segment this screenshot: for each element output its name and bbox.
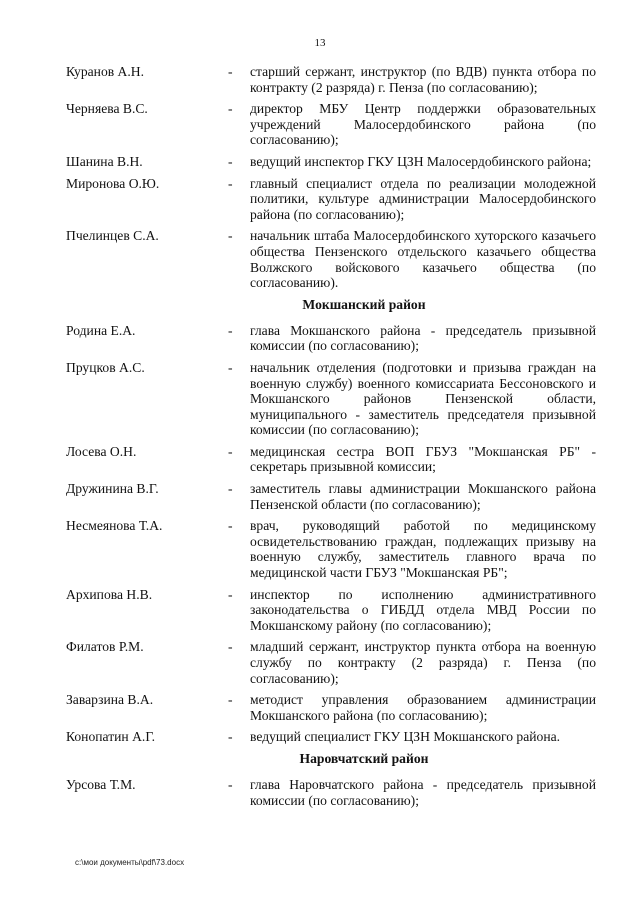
dash-separator: -: [228, 729, 233, 745]
member-role: методист управления образованием администрации Мокшанского района (по согласованию);: [250, 692, 596, 723]
member-name: Пруцков А.С.: [66, 359, 145, 375]
member-name: Черняева В.С.: [66, 101, 148, 117]
member-name: Шанина В.Н.: [66, 153, 143, 169]
commission-list: [66, 64, 596, 814]
member-role: врач, руководящий работой по медицинскому освидетельствованию граждан, подлежащих призыву на военную службу, заместитель главного врача по медицинской части ГБУЗ "Мокшанская РБ";: [250, 518, 596, 581]
member-entry: [66, 176, 596, 223]
dash-separator: -: [228, 481, 233, 497]
member-entry: [66, 228, 596, 290]
member-entry: [66, 323, 596, 354]
member-role: младший сержант, инструктор пункта отбора на военную службу по контракту (2 разряда) г. Пенза (по согласованию);: [250, 639, 596, 686]
dash-separator: -: [228, 692, 233, 708]
member-entry: [66, 587, 596, 634]
member-entry: [66, 101, 596, 148]
member-role: глава Мокшанского района - председатель призывной комиссии (по согласованию);: [250, 322, 596, 354]
dash-separator: -: [228, 64, 233, 79]
member-role: начальник штаба Малосердобинского хуторского казачьего общества Пензенского отдельского казачьего общества Волжского войскового казачьего общества (по согласованию).: [250, 228, 596, 291]
section-heading: Наровчатский район: [299, 750, 429, 766]
member-role: медицинская сестра ВОП ГБУЗ "Мокшанская РБ" - секретарь призывной комиссии;: [250, 443, 596, 475]
dash-separator: -: [228, 322, 233, 338]
dash-separator: -: [228, 586, 233, 602]
member-name: Заварзина В.А.: [66, 692, 154, 708]
member-entry: [66, 444, 596, 475]
member-role: старший сержант, инструктор (по ВДВ) пункта отбора по контракту (2 разряда) г. Пенза (по согласованию);: [250, 64, 596, 95]
member-entry: [66, 64, 596, 95]
member-name: Родина Е.А.: [66, 322, 136, 338]
dash-separator: -: [228, 153, 233, 169]
member-role: ведущий специалист ГКУ ЦЗН Мокшанского района.: [250, 729, 561, 745]
footer-file-path: c:\мои документы\pdf\73.docx: [75, 858, 185, 867]
member-role: глава Наровчатского района - председатель призывной комиссии (по согласованию);: [250, 776, 596, 808]
member-entry: [66, 518, 596, 580]
dash-separator: -: [228, 443, 233, 459]
member-name: Конопатин А.Г.: [66, 729, 156, 745]
member-name: Дружинина В.Г.: [66, 481, 159, 497]
dash-separator: -: [228, 518, 233, 534]
member-name: Лосева О.Н.: [66, 443, 137, 459]
dash-separator: -: [228, 175, 233, 191]
member-name: Несмеянова Т.А.: [66, 518, 163, 534]
member-name: Пчелинцев С.А.: [66, 228, 159, 244]
member-name: Архипова Н.В.: [66, 586, 153, 602]
member-entry: [66, 692, 596, 723]
member-entry: [66, 360, 596, 438]
member-name: Филатов Р.М.: [66, 639, 144, 655]
section-heading: Мокшанский район: [302, 296, 426, 312]
member-role: ведущий инспектор ГКУ ЦЗН Малосердобинского района;: [250, 153, 592, 169]
dash-separator: -: [228, 776, 233, 792]
member-entry: [66, 777, 596, 808]
member-role: заместитель главы администрации Мокшанского района Пензенской области (по согласованию);: [250, 481, 596, 512]
dash-separator: -: [228, 639, 233, 655]
member-role: директор МБУ Центр поддержки образовательных учреждений Малосердобинского района (по согласованию);: [250, 101, 596, 148]
member-role: инспектор по исполнению административного законодательства о ГИБДД отдела МВД России по Мокшанскому району (по согласованию);: [250, 586, 596, 633]
member-entry: [66, 154, 596, 170]
member-entry: [66, 729, 596, 745]
page-number: 13: [314, 37, 326, 49]
member-role: главный специалист отдела по реализации молодежной политики, культуре администрации Малосердобинского района (по согласованию);: [250, 175, 596, 222]
dash-separator: -: [228, 228, 233, 244]
member-name: Урсова Т.М.: [66, 776, 136, 792]
dash-separator: -: [228, 359, 233, 375]
member-name: Куранов А.Н.: [66, 64, 144, 79]
member-role: начальник отделения (подготовки и призыва граждан на военную службу) военного комиссариата Бессоновского и Мокшанского районов Пензенской области, муниципального - заместитель председателя призывной комиссии (по согласованию);: [250, 359, 596, 438]
member-entry: [66, 639, 596, 686]
member-entry: [66, 481, 596, 512]
dash-separator: -: [228, 101, 233, 117]
member-name: Миронова О.Ю.: [66, 175, 160, 191]
